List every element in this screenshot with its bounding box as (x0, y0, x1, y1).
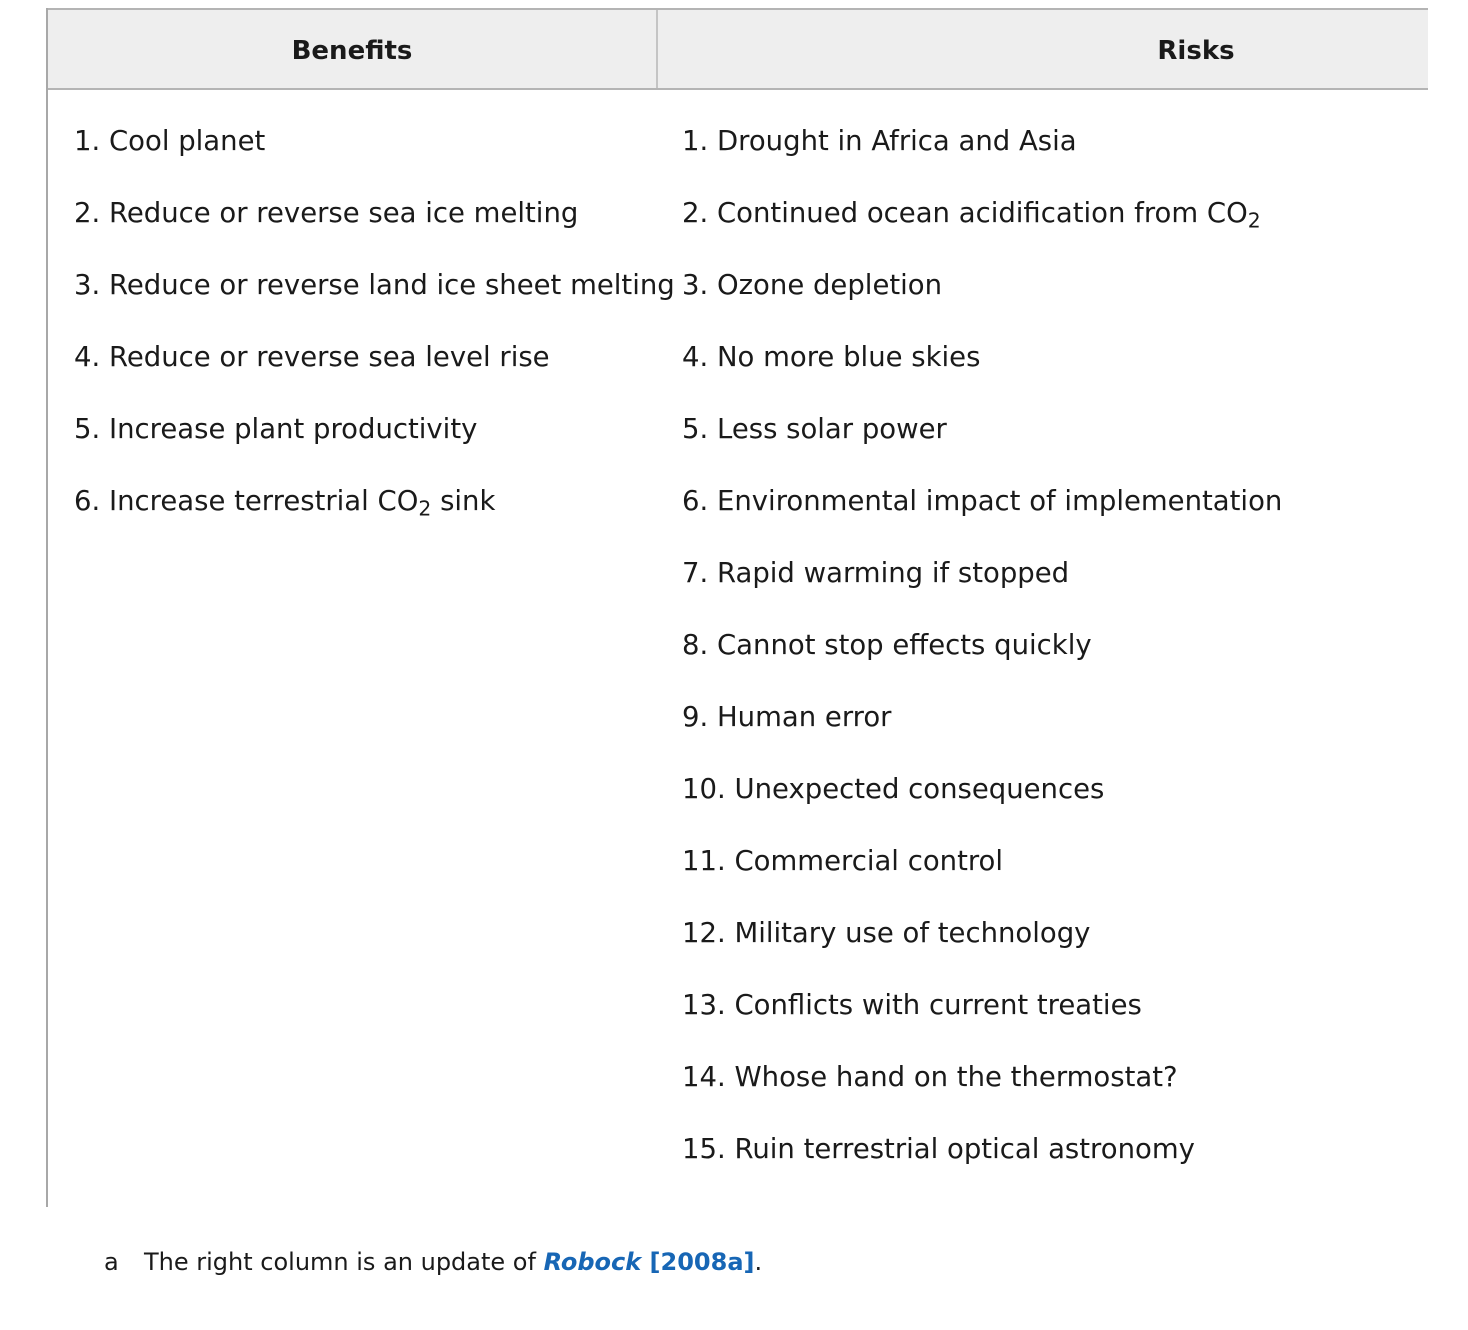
footnote-text: The right column is an update of (144, 1248, 544, 1276)
risk-item: 15. Ruin terrestrial optical astronomy (682, 1133, 1195, 1165)
benefit-item: 3. Reduce or reverse land ice sheet melting (74, 269, 675, 301)
header-benefits: Benefits (48, 10, 658, 88)
citation-year: [2008a] (641, 1248, 755, 1276)
table-header-row (48, 8, 1428, 90)
benefit-item: 1. Cool planet (74, 125, 266, 157)
benefit-item: 5. Increase plant productivity (74, 413, 478, 445)
risk-item: 1. Drought in Africa and Asia (682, 125, 1077, 157)
risk-item: 2. Continued ocean acidification from $CO_2$ (682, 197, 1261, 233)
table-footnote (104, 1244, 762, 1280)
risk-item: 6. Environmental impact of implementation (682, 485, 1283, 517)
risk-item: 11. Commercial control (682, 845, 1004, 877)
benefit-item: 2. Reduce or reverse sea ice melting (74, 197, 579, 229)
risk-item: 10. Unexpected consequences (682, 773, 1105, 805)
benefit-item: 4. Reduce or reverse sea level rise (74, 341, 550, 373)
citation-author: Robock (543, 1248, 642, 1276)
risk-item: 3. Ozone depletion (682, 269, 943, 301)
footnote-end: . (754, 1248, 763, 1276)
risk-item: 8. Cannot stop effects quickly (682, 629, 1092, 661)
benefit-item: 6. Increase terrestrial $CO_2$ sink (74, 485, 496, 521)
risk-item: 12. Military use of technology (682, 917, 1091, 949)
citation-link-robock-2008a[interactable] (544, 1248, 755, 1276)
benefits-risks-table (46, 8, 1428, 1207)
risk-item: 5. Less solar power (682, 413, 947, 445)
header-risks: Risks (1157, 36, 1235, 66)
risk-item: 14. Whose hand on the thermostat? (682, 1061, 1178, 1093)
risk-item: 7. Rapid warming if stopped (682, 557, 1070, 589)
risk-item: 9. Human error (682, 701, 892, 733)
risk-item: 13. Conflicts with current treaties (682, 989, 1142, 1021)
risk-item: 4. No more blue skies (682, 341, 981, 373)
footnote-label: a (104, 1248, 119, 1276)
